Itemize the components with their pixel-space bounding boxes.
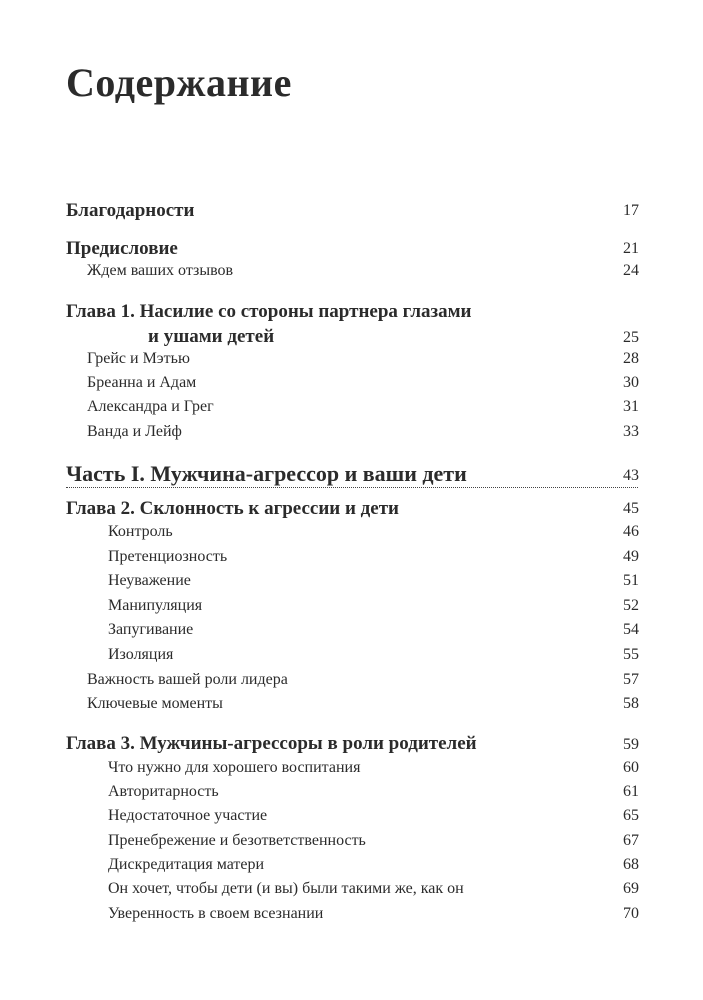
toc-entry-label: Ванда и Лейф [87,423,182,440]
toc-entry-page: 58 [623,695,639,712]
toc-entry-page: 59 [623,736,639,753]
toc-entry-label: Благодарности [66,200,195,221]
toc-entry-label: Часть I. Мужчина-агрессор и ваши дети [66,461,467,486]
toc-entry-label: Ждем ваших отзывов [87,262,234,279]
toc-entry-label: Что нужно для хорошего воспитания [108,759,361,776]
toc-entry-page: 65 [623,807,639,824]
toc-entry-label: Запугивание [108,621,194,638]
toc-entry-label: Пренебрежение и безответственность [108,832,366,849]
toc-entry-label: Важность вашей роли лидера [87,671,288,688]
toc-entry-page: 51 [623,572,639,589]
toc-entry-page: 17 [623,202,639,219]
toc-entry-label: Недостаточное участие [108,807,268,824]
toc-entry-page: 25 [623,329,639,346]
toc-entry-page: 46 [623,523,639,540]
toc-entry-page: 30 [623,374,639,391]
toc-entry-page: 55 [623,646,639,663]
toc-entry-label: Он хочет, чтобы дети (и вы) были такими же, как он [108,880,464,897]
toc-entry-page: 52 [623,597,639,614]
toc-entry-page: 21 [623,240,639,257]
toc-entry-label: Дискредитация матери [108,856,265,873]
toc-entry-label: Претенциозность [108,548,228,565]
toc-entry-page: 24 [623,262,639,279]
toc-entry-page: 33 [623,423,639,440]
toc-entry-label: Изоляция [108,646,174,663]
toc-entry-label: Манипуляция [108,597,203,614]
toc-entry-label: Предисловие [66,238,178,259]
toc-entry-label: Уверенность в своем всезнании [108,905,324,922]
page-title: Содержание [66,60,292,105]
toc-entry-page: 70 [623,905,639,922]
toc-entry-page: 31 [623,398,639,415]
toc-entry-label: Александра и Грег [87,398,214,415]
toc-entry-page: 68 [623,856,639,873]
toc-entry-page: 61 [623,783,639,800]
toc-entry-label: Неуважение [108,572,191,589]
toc-entry-page: 69 [623,880,639,897]
toc-entry-label: Глава 3. Мужчины-агрессоры в роли родителей [66,733,477,754]
toc-entry-page: 43 [623,467,639,484]
toc-entry-page: 54 [623,621,639,638]
toc-entry-label: Ключевые моменты [87,695,223,712]
part-divider [66,487,638,488]
toc-entry-label: Контроль [108,523,173,540]
toc-entry-label: Бреанна и Адам [87,374,197,391]
toc-entry-page: 45 [623,500,639,517]
toc-entry-label-cont: и ушами детей [148,326,275,347]
toc-entry-page: 67 [623,832,639,849]
toc-entry-page: 28 [623,350,639,367]
toc-entry-label: Грейс и Мэтью [87,350,190,367]
toc-entry-label: Глава 2. Склонность к агрессии и дети [66,498,399,519]
toc-entry-page: 60 [623,759,639,776]
toc-entry-page: 49 [623,548,639,565]
toc-entry-label: Глава 1. Насилие со стороны партнера глазами [66,301,472,322]
toc-entry-page: 57 [623,671,639,688]
toc-entry-label: Авторитарность [108,783,219,800]
